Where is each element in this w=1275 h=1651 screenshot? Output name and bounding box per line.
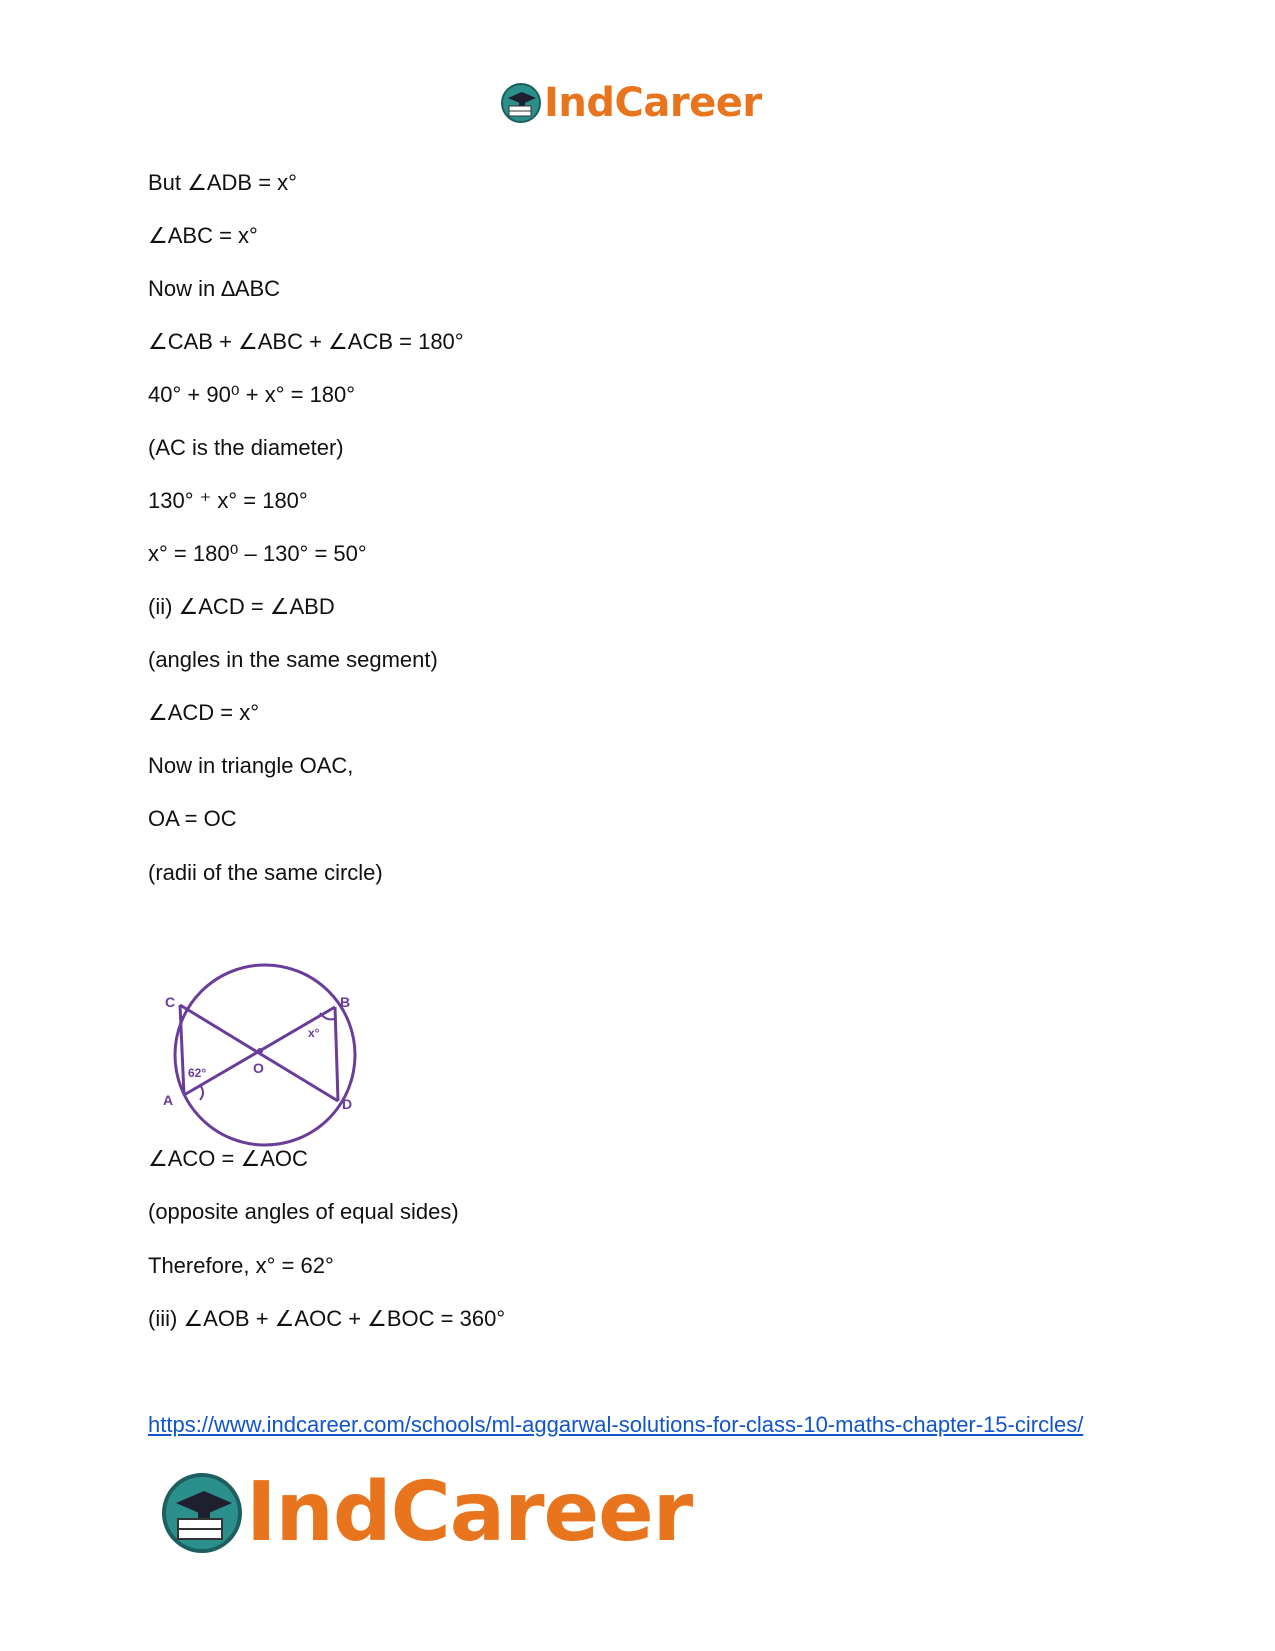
text-line: ∠ABC = x° xyxy=(148,223,258,248)
graduation-book-icon xyxy=(500,82,542,124)
text-line: Now in triangle OAC, xyxy=(148,753,354,778)
text-line: 40° + 90⁰ + x° = 180° xyxy=(148,382,356,407)
text-line: (radii of the same circle) xyxy=(148,860,383,885)
text-line: ∠ACO = ∠AOC xyxy=(148,1146,308,1171)
angle-arc-a xyxy=(200,1085,203,1100)
text-line: Therefore, x° = 62° xyxy=(148,1253,334,1278)
text-line: Now in ∆ABC xyxy=(148,276,281,301)
text-line: (iii) ∠AOB + ∠AOC + ∠BOC = 360° xyxy=(148,1306,506,1331)
text-line: (angles in the same segment) xyxy=(148,647,438,672)
text-line: (ii) ∠ACD = ∠ABD xyxy=(148,594,335,619)
text-line: 130° ⁺ x° = 180° xyxy=(148,488,308,513)
label-angle-b: x° xyxy=(308,1026,320,1040)
graduation-book-icon xyxy=(160,1471,244,1555)
header-logo xyxy=(500,80,762,126)
logo-text: IndCareer xyxy=(246,1465,693,1560)
label-a: A xyxy=(163,1092,174,1108)
label-o: O xyxy=(253,1060,264,1076)
chord-bd xyxy=(335,1007,338,1101)
center-dot xyxy=(257,1048,263,1054)
source-link[interactable]: https://www.indcareer.com/schools/ml-aggarwal-solutions-for-class-10-maths-chapter-15-circles/ xyxy=(148,1412,1084,1437)
text-line: But ∠ADB = x° xyxy=(148,170,297,195)
text-line: (AC is the diameter) xyxy=(148,435,344,460)
label-d: D xyxy=(342,1096,353,1112)
label-c: C xyxy=(165,994,176,1010)
footer-logo xyxy=(160,1465,692,1560)
text-line: ∠CAB + ∠ABC + ∠ACB = 180° xyxy=(148,329,464,354)
logo-text: IndCareer xyxy=(544,80,762,126)
text-line: OA = OC xyxy=(148,806,237,831)
text-line: (opposite angles of equal sides) xyxy=(148,1199,459,1224)
text-line: x° = 180⁰ – 130° = 50° xyxy=(148,541,367,566)
circle-diagram xyxy=(160,955,390,1155)
text-line: ∠ACD = x° xyxy=(148,700,260,725)
label-b: B xyxy=(340,994,351,1010)
label-angle-a: 62° xyxy=(188,1066,207,1080)
